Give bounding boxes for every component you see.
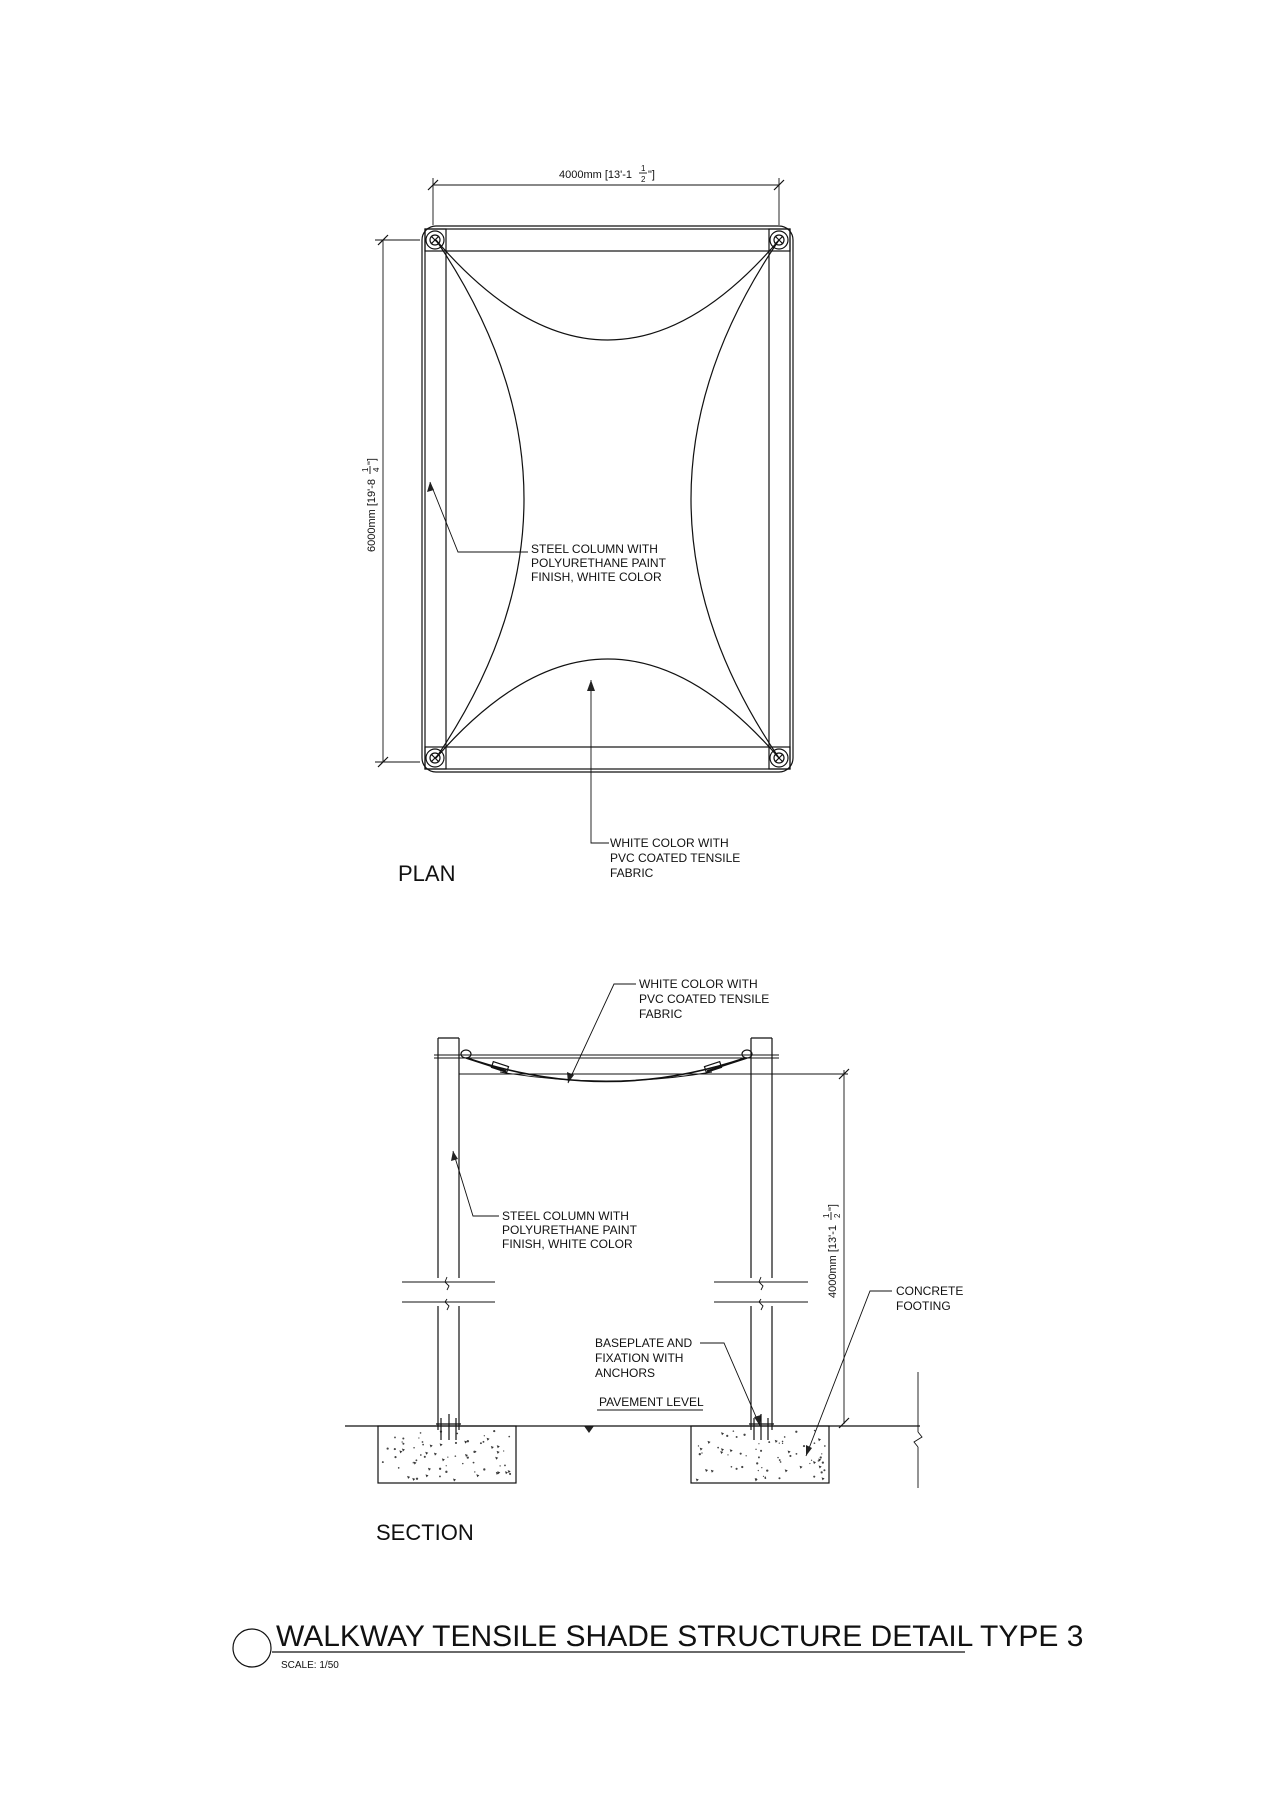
svg-text:4: 4	[372, 467, 381, 472]
svg-text:1: 1	[822, 1213, 831, 1218]
plan-fabric-note: WHITE COLOR WITH PVC COATED TENSILE FABRIC	[610, 836, 741, 880]
plan-column-top-left	[426, 231, 444, 249]
plan-column-note: STEEL COLUMN WITH POLYURETHANE PAINT FINISH, WHITE COLOR	[531, 542, 666, 584]
plan-width-text: 4000mm [13'-1	[559, 169, 633, 181]
drawing-scale: SCALE: 1/50	[281, 1660, 339, 1671]
section-baseplate-note: BASEPLATE AND FIXATION WITH ANCHORS	[595, 1336, 693, 1380]
svg-text:2: 2	[641, 175, 646, 184]
plan-fabric-membrane	[436, 240, 779, 758]
plan-height-text: 6000mm [19'-8	[366, 478, 378, 552]
section-fabric-leader	[567, 984, 636, 1083]
section-view	[345, 977, 967, 1545]
plan-column-leader	[427, 482, 528, 552]
svg-text:"]: "]	[366, 458, 378, 465]
plan-column-top-right	[770, 231, 788, 249]
svg-text:1: 1	[361, 467, 370, 472]
section-column-leader	[451, 1151, 499, 1216]
plan-view	[361, 164, 793, 886]
svg-text:"]: "]	[827, 1204, 839, 1211]
plan-fabric-leader	[587, 680, 609, 843]
section-footing-leader	[806, 1291, 892, 1456]
plan-view-label: PLAN	[398, 861, 456, 886]
section-height-text: 4000mm [13'-1	[827, 1224, 839, 1298]
section-fabric-note: WHITE COLOR WITH PVC COATED TENSILE FABRIC	[639, 977, 770, 1021]
plan-column-bottom-right	[770, 749, 788, 767]
section-footing-note: CONCRETE FOOTING	[896, 1284, 964, 1313]
plan-frame	[422, 226, 793, 772]
pavement-level-marker	[584, 1426, 594, 1433]
section-baseplate-leader	[700, 1343, 761, 1426]
svg-text:"]: "]	[648, 169, 655, 181]
section-column-left	[402, 1038, 495, 1430]
title-block	[233, 1620, 1083, 1671]
svg-text:2: 2	[833, 1213, 842, 1218]
plan-height-dimension	[361, 235, 420, 767]
plan-width-dimension	[428, 164, 784, 225]
section-view-label: SECTION	[376, 1520, 474, 1545]
section-fabric-membrane	[434, 1050, 779, 1082]
section-pavement-label: PAVEMENT LEVEL	[599, 1395, 704, 1409]
drawing-title: WALKWAY TENSILE SHADE STRUCTURE DETAIL TYPE 3	[276, 1620, 1084, 1653]
section-column-right	[714, 1038, 808, 1430]
section-column-note: STEEL COLUMN WITH POLYURETHANE PAINT FINISH, WHITE COLOR	[502, 1209, 637, 1251]
pavement-line	[345, 1372, 922, 1488]
plan-column-bottom-left	[426, 749, 444, 767]
detail-reference-circle	[233, 1629, 271, 1667]
section-footing-left	[378, 1414, 516, 1483]
svg-text:1: 1	[641, 164, 646, 173]
